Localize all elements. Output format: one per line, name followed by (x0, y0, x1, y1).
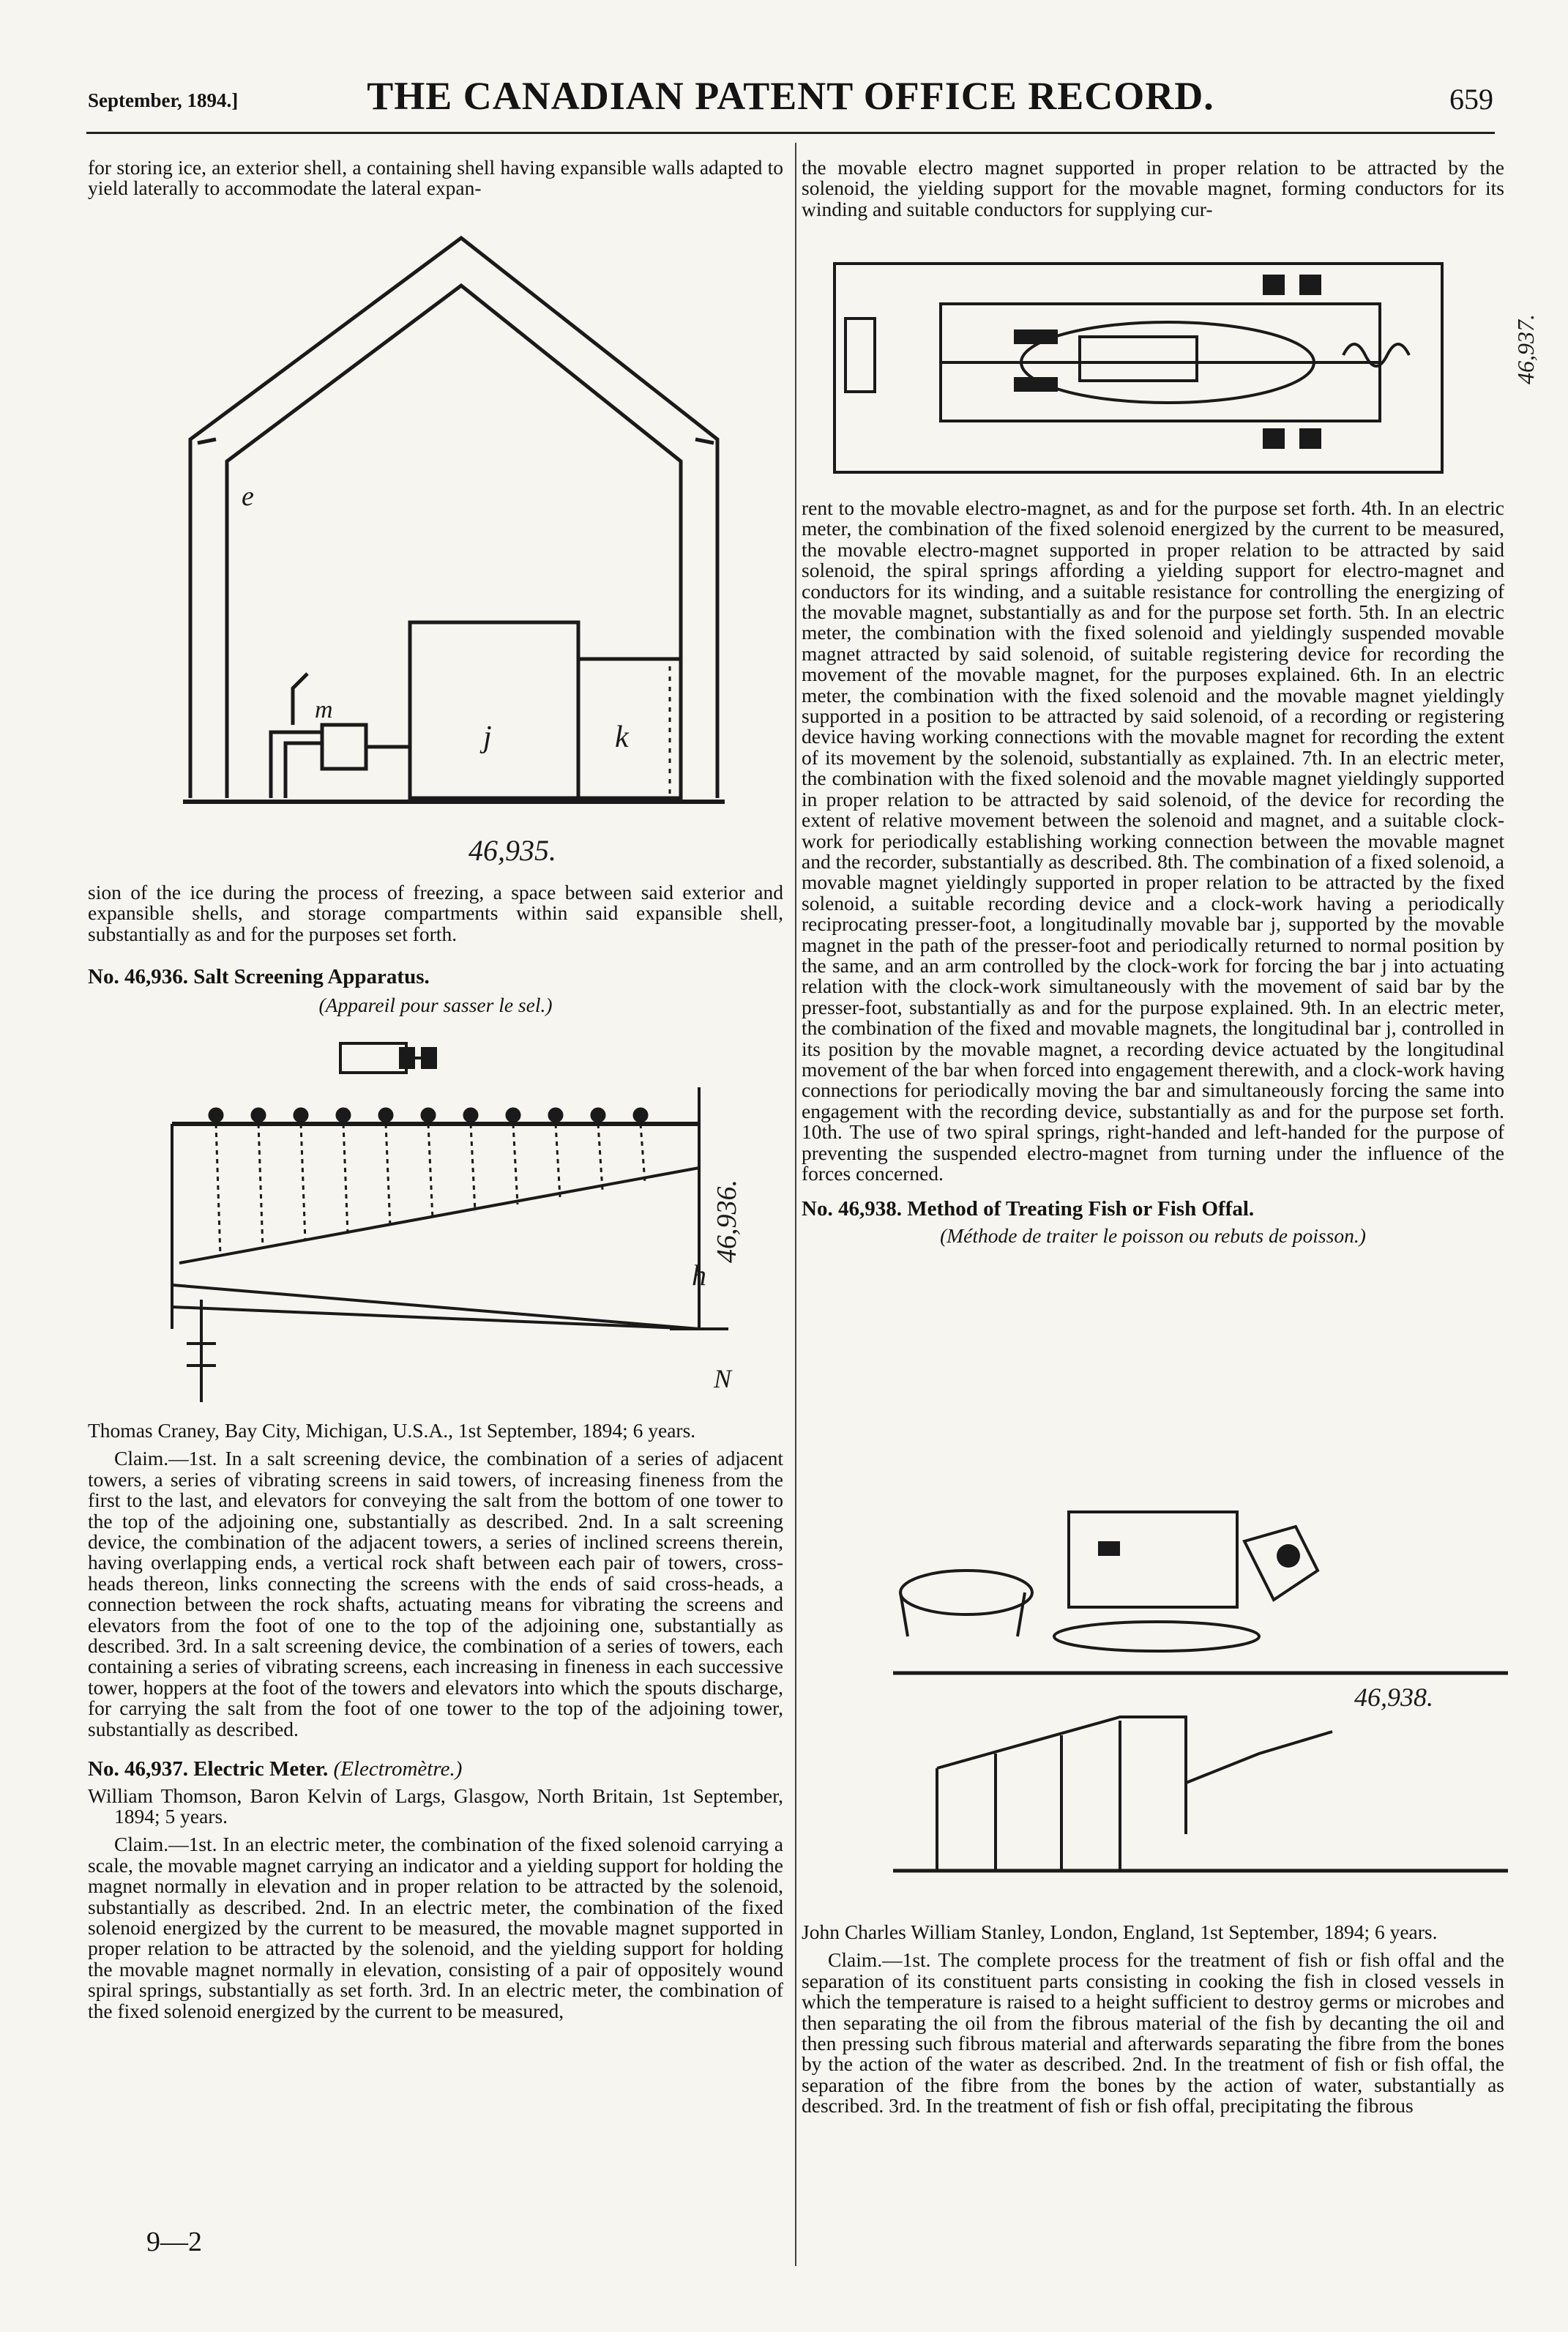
left-column-b (88, 1420, 783, 2022)
grantee-46937: William Thomson, Baron Kelvin of Largs, Glasgow, North Britain, 1st September, 1894; 5 years. (88, 1784, 783, 1828)
electric-meter-drawing (831, 260, 1539, 480)
screen-hanger (216, 1124, 220, 1256)
ice-house-drawing (183, 220, 725, 879)
figure-46937 (831, 260, 1539, 480)
hanger-pulley (337, 1109, 350, 1122)
screen-hanger (556, 1124, 560, 1197)
fig-label-m: m (315, 696, 333, 723)
screen-hanger (598, 1124, 602, 1190)
figure-46936 (157, 1021, 780, 1409)
figure-46935 (183, 220, 725, 879)
folio-signature: 9—2 (146, 2227, 202, 2257)
hanger-pulley (379, 1109, 392, 1122)
page-number: 659 (1449, 83, 1493, 116)
figure-number-46938: 46,938. (1354, 1683, 1433, 1712)
figure-number-46935: 46,935. (468, 834, 556, 867)
hanger-pulley (507, 1109, 520, 1122)
patent-title: Salt Screening Apparatus. (193, 965, 430, 989)
right-column-b (802, 1922, 1504, 2117)
screen-hanger (471, 1124, 475, 1212)
fig-label-n: N (714, 1364, 732, 1393)
column-divider (795, 143, 796, 2266)
screen-hanger (386, 1124, 390, 1226)
screen-hanger (641, 1124, 645, 1182)
figure-number-46936: 46,936. (712, 1180, 742, 1263)
hanger-pulley (422, 1109, 435, 1122)
claim-46937: Claim.—1st. In an electric meter, the combination of the fixed solenoid carrying a scale, the movable magnet carrying an indicator and a yielding support for holding the magnet normally in elevation and in proper relation to be attracted by the solenoid, substantially as described. 2nd. In an electric meter, the combination of the fixed solenoid energized by the current to be measured, the movable magnet supported in proper relation to be attracted by the solenoid, and the yielding support for holding the movable magnet normally in elevation, consisting of a pair of oppositely wound spiral springs, substantially as set forth. 3rd. In an electric meter, the combination of the fixed solenoid energized by the current to be measured, (88, 1833, 783, 2022)
hanger-pulley (634, 1109, 647, 1122)
figure-number-46937: 46,937. (1512, 314, 1539, 384)
patent-title: Method of Treating Fish or Fish Offal. (907, 1197, 1255, 1221)
right-column-a (802, 498, 1504, 1246)
left-column-a (88, 882, 783, 1016)
fish-treatment-drawing (878, 1490, 1508, 1900)
fig-label-h: h (692, 1259, 706, 1292)
claim-cont-46937: the movable electro magnet supported in proper relation to be attracted by the solenoid, the yielding support for the movable magnet, forming conductors for its winding and suitable conductors for supplying cur- (802, 156, 1504, 220)
claim-46936: Claim.—1st. In a salt screening device, the combination of a series of adjacent towers, a series of vibrating screens in said towers, of increasing fineness from the first to the last, and elevators for conveying the salt from the bottom of one tower to the top of the adjoining one, substantially as described. 2nd. In a salt screening device, the combination of the adjacent towers, a series of inclined screens therein, having overlapping ends, a vertical rock shaft between each pair of towers, cross-heads thereon, links connecting the screens with the ends of said cross-heads, a connection between the rock shafts, actuating means for vibrating the screens and elevators from the foot of one to the top of the adjoining one, substantially as described. 3rd. In a salt screening device, the combination of a series of towers, each containing a series of vibrating screens, each increasing in fineness in each successive tower, hoppers at the foot of the towers and elevators into which the spouts discharge, for carrying the salt from the foot of one tower to the top of the adjoining tower, substantially as described. (88, 1447, 783, 1740)
claim-end-46935: sion of the ice during the process of freezing, a space between said exterior and expansible shells, and storage compartments within said expansible shell, substantially as and for the purposes set forth. (88, 881, 783, 945)
hanger-pulley (294, 1109, 307, 1122)
hanger-pulley (549, 1109, 562, 1122)
screen-hanger (513, 1124, 518, 1204)
screen-hanger (343, 1124, 348, 1234)
hanger-pulley (464, 1109, 477, 1122)
claims-46937-continued: rent to the movable electro-magnet, as and for the purpose set forth. 4th. In an electric meter, the combination of the fixed solenoid energized by the current to be measured, the movable electro-magnet supported in proper relation to be attracted by said solenoid, the spiral springs affording a yielding support for electro-magnet and conductors for its winding, and a suitable resistance for controlling the energizing of the movable magnet, substantially as and for the purpose set forth. 5th. In an electric meter, the combination with the fixed solenoid and yieldingly suspended movable magnet attracted by said solenoid, of suitable registering device for recording the movement of the movable magnet, for the purposes explained. 6th. In an electric meter, the combination with the fixed solenoid and the movable magnet yieldingly supported in a position to be attracted by said solenoid, of a recording or registering device having working connections with the movable magnet for recording the extent of its movement by the solenoid, substantially as explained. 7th. In an electric meter, the combination with the fixed solenoid and the movable magnet yieldingly supported in proper relation to be attracted by said solenoid, of the device for recording the extent of relative movement between the solenoid and magnet, and a suitable clock-work for periodically establishing working connection between the movable magnet and the recorder, substantially as described. 8th. The combination of a fixed solenoid, a movable magnet yieldingly supported in proper relation to be attracted by the fixed solenoid, a suitable recording device and a clock-work having a periodically reciprocating presser-foot, a longitudinally movable bar j, supported by the movable magnet in the path of the presser-foot and periodically returned to normal position by the same, and an arm controlled by the clock-work for forcing the bar j into actuating relation with the clock-work simultaneously with the movement of said bar by the presser-foot, substantially as and for the purpose explained. 9th. In an electric meter, the combination of the fixed and movable magnets, the longitudinal bar j, controlled in its position by the movable magnet, a recording device actuated by the longitudinal movement of the bar when forced into engagement therewith, and a clock-work having connections for periodically moving the bar and simultaneously forcing the same into engagement with the recording device, substantially as and for the purpose set forth. 10th. The use of two spiral springs, right-handed and left-handed for the purpose of preventing the suspended electro-magnet from turning under the influence of the forces concerned. (802, 496, 1504, 1185)
right-column-intro (802, 157, 1504, 220)
fig-label-j: j (483, 720, 492, 754)
patent-heading-46936 (88, 966, 783, 987)
grantee-46938: John Charles William Stanley, London, England, 1st September, 1894; 6 years. (802, 1921, 1438, 1943)
claim-46938: Claim.—1st. The complete process for the treatment of fish or fish offal and the separation of its constituent parts consisting in cooking the fish in closed vessels in which the temperature is raised to a height sufficient to destroy germs or microbes and then separating the oil from the fibrous material of the fish by decanting the oil and then pressing such fibrous material and afterwards separating the fibre from the bones by the action of the water as described. 2nd. In the treatment of fish or fish offal, the separation of the fibre from the bones by the action of water, substantially as described. 3rd. In the treatment of fish or fish offal, precipitating the fibrous (802, 1948, 1504, 2117)
fig-label-k: k (615, 720, 629, 754)
patent-number: No. 46,937. (88, 1757, 188, 1781)
hanger-pulley (591, 1109, 605, 1122)
patent-french-title: (Méthode de traiter le poisson ou rebuts de poisson.) (940, 1223, 1366, 1247)
issue-date: September, 1894.] (88, 89, 239, 111)
screen-hanger (258, 1124, 263, 1248)
salt-screening-drawing (157, 1021, 780, 1409)
fig-label-e: e (242, 481, 254, 512)
screen-hanger (428, 1124, 433, 1219)
patent-title: Electric Meter. (193, 1757, 329, 1781)
patent-heading-46937 (88, 1759, 783, 1779)
figure-46938 (878, 1490, 1508, 1900)
screen-hanger (301, 1124, 305, 1241)
hanger-pulley (252, 1109, 265, 1122)
left-column-intro (88, 157, 783, 199)
page-header (88, 73, 1493, 124)
journal-title: THE CANADIAN PATENT OFFICE RECORD. (367, 74, 1214, 118)
patent-french-title: (Appareil pour sasser le sel.) (318, 993, 553, 1016)
patent-number: No. 46,938. (802, 1197, 902, 1221)
patent-heading-46938 (802, 1199, 1504, 1219)
patent-number: No. 46,936. (88, 965, 188, 989)
grantee-46936: Thomas Craney, Bay City, Michigan, U.S.A., 1st September, 1894; 6 years. (88, 1419, 696, 1442)
claim-continuation-46935: for storing ice, an exterior shell, a containing shell having expansible walls adapted to yield laterally to accommodate the lateral expan- (88, 156, 783, 200)
patent-french-title: (Electromètre.) (333, 1757, 463, 1781)
header-rule (86, 132, 1495, 134)
hanger-pulley (209, 1109, 223, 1122)
